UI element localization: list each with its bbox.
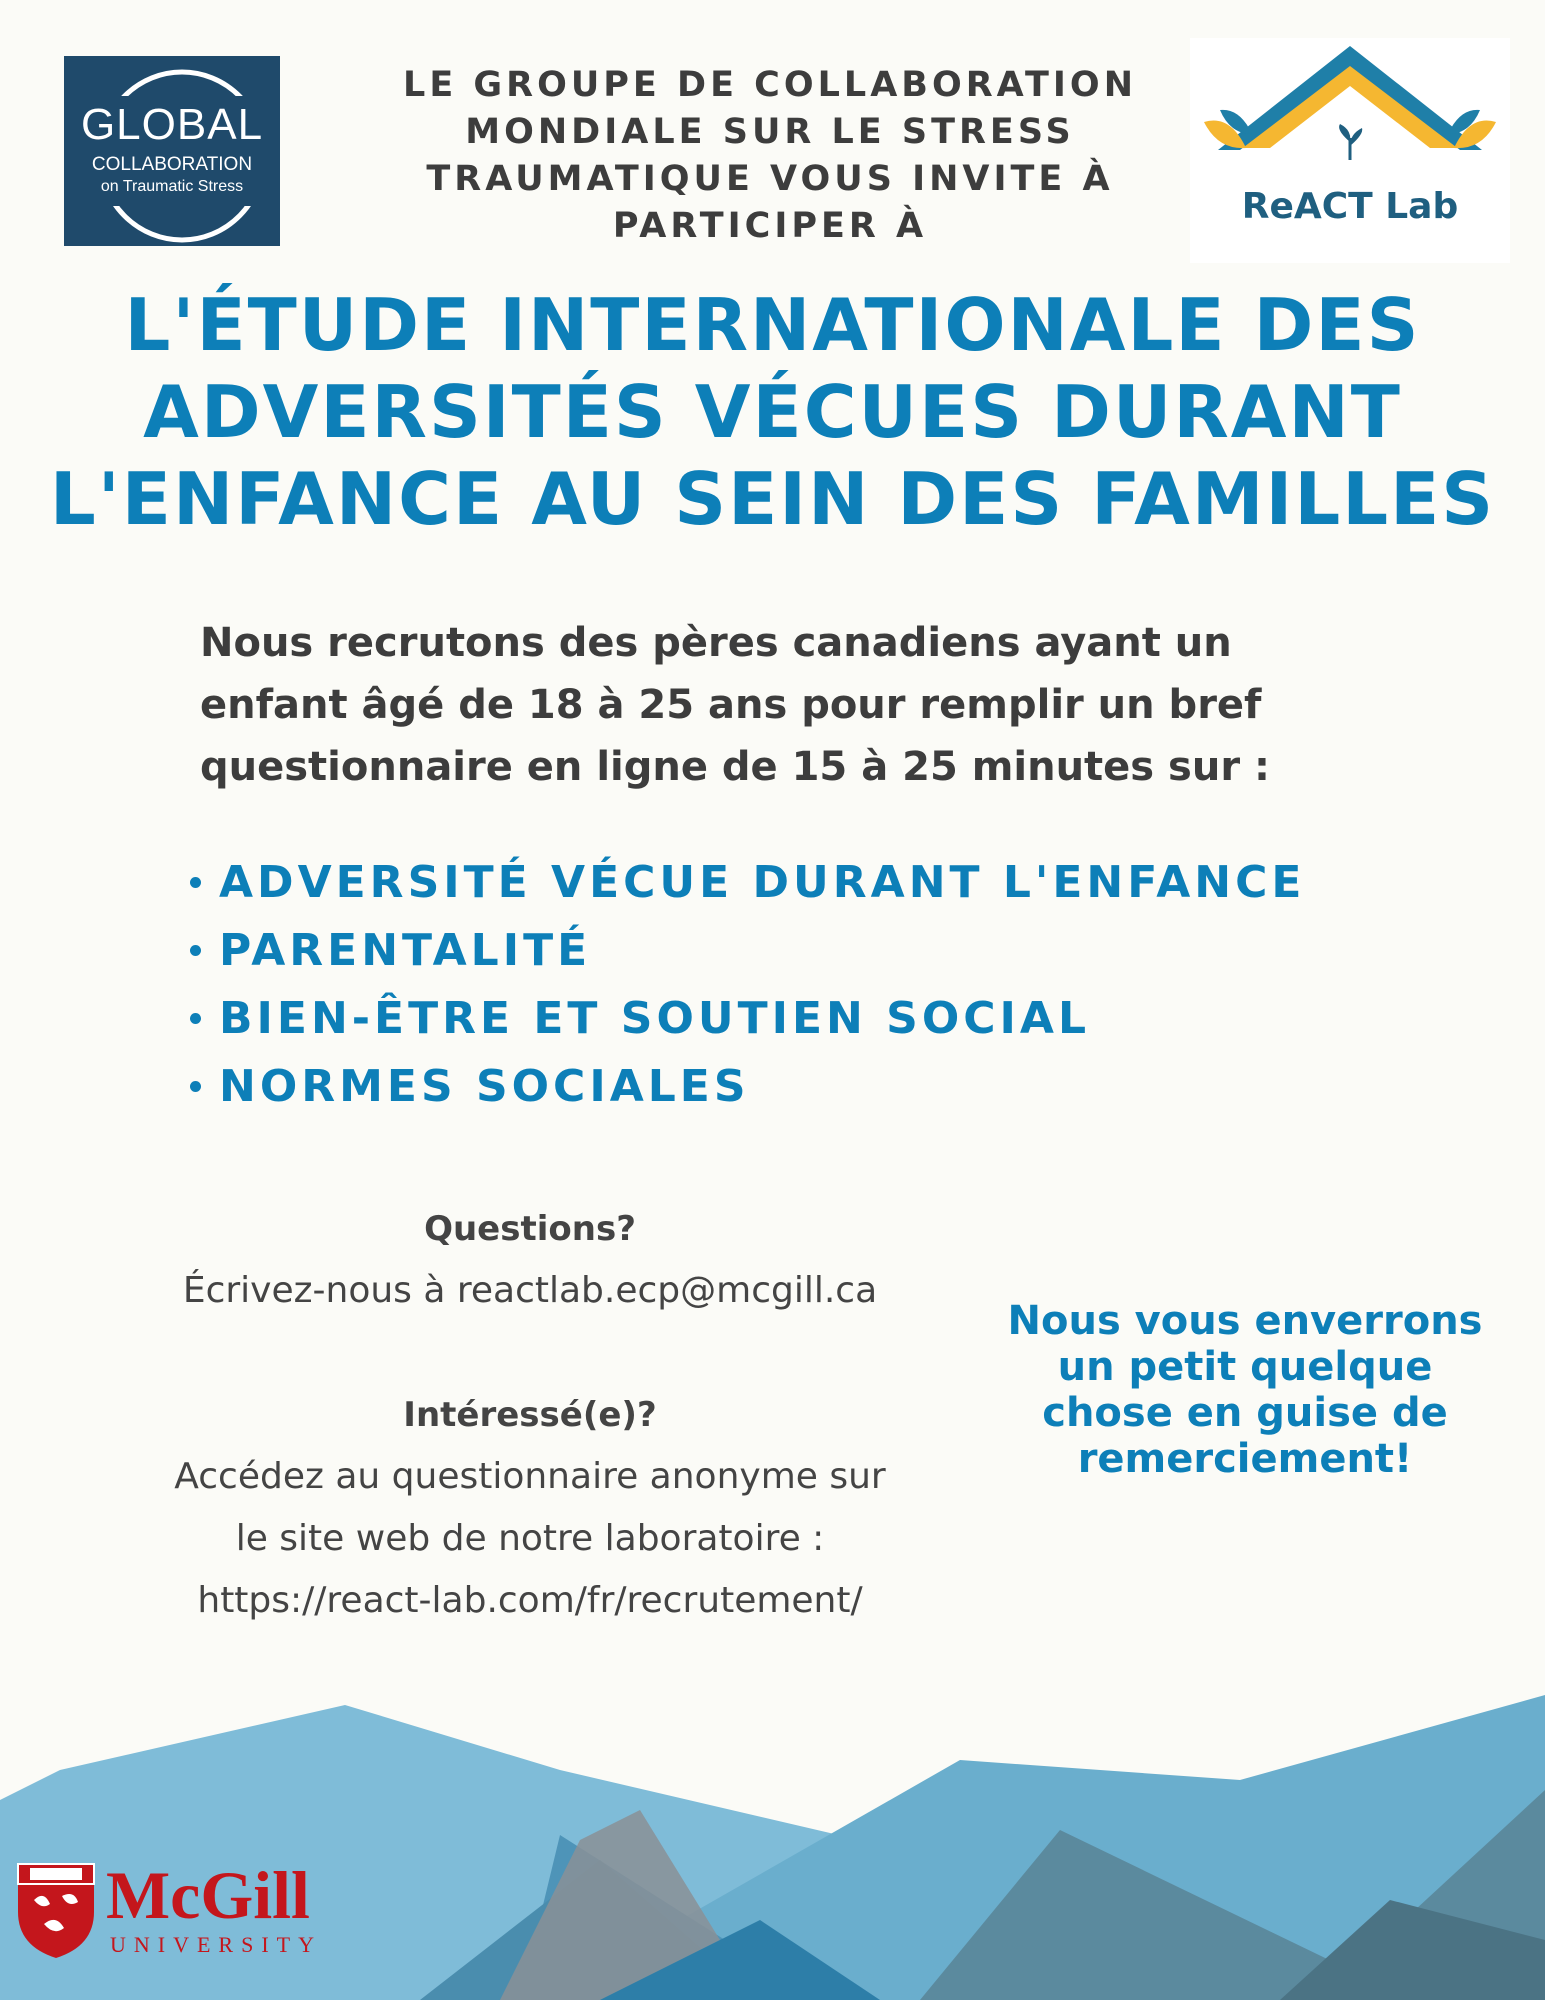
bullet-icon bbox=[190, 945, 201, 956]
recruitment-paragraph bbox=[200, 612, 1360, 798]
invitation-line: LE GROUPE DE COLLABORATION bbox=[403, 65, 1137, 105]
title-line: L'ÉTUDE INTERNATIONALE DES bbox=[124, 283, 1421, 367]
title-line: ADVERSITÉS VÉCUES DURANT bbox=[143, 370, 1402, 454]
topic-item bbox=[190, 848, 1305, 916]
thank-you-line: chose en guise de bbox=[1042, 1390, 1448, 1436]
recruitment-url-link[interactable]: https://react-lab.com/fr/recrutement/ bbox=[197, 1580, 863, 1621]
mcgill-shield-icon bbox=[14, 1860, 98, 1960]
recruitment-line: enfant âgé de 18 à 25 ans pour remplir un bref bbox=[200, 682, 1262, 728]
interested-line: Accédez au questionnaire anonyme sur bbox=[174, 1456, 886, 1497]
topic-label: NORMES SOCIALES bbox=[219, 1060, 750, 1112]
interested-heading: Intéressé(e)? bbox=[403, 1395, 657, 1435]
questions-heading: Questions? bbox=[424, 1209, 636, 1249]
invitation-line: MONDIALE SUR LE STRESS bbox=[465, 112, 1075, 152]
gcts-logo-line1: GLOBAL bbox=[80, 100, 264, 149]
mcgill-name: McGill bbox=[106, 1857, 310, 1933]
topic-item bbox=[190, 1052, 1305, 1120]
topic-item bbox=[190, 984, 1305, 1052]
thank-you-line: Nous vous enverrons bbox=[1007, 1298, 1483, 1344]
react-house-icon bbox=[1190, 38, 1510, 263]
thank-you-note bbox=[985, 1298, 1505, 1482]
react-lab-logo-text: ReACT Lab bbox=[1241, 186, 1459, 227]
thank-you-line: un petit quelque bbox=[1057, 1344, 1433, 1390]
mcgill-logo bbox=[14, 1857, 344, 1970]
topics-list bbox=[190, 848, 1305, 1120]
thank-you-line: remerciement! bbox=[1077, 1436, 1413, 1482]
react-lab-logo bbox=[1190, 38, 1510, 263]
gcts-ring-graphic bbox=[64, 56, 280, 246]
topic-item bbox=[190, 916, 1305, 984]
topic-label: BIEN-ÊTRE ET SOUTIEN SOCIAL bbox=[219, 992, 1091, 1044]
contact-email-text[interactable]: Écrivez-nous à reactlab.ecp@mcgill.ca bbox=[182, 1270, 878, 1311]
topic-label: ADVERSITÉ VÉCUE DURANT L'ENFANCE bbox=[219, 856, 1306, 908]
study-title bbox=[40, 282, 1505, 543]
topic-label: PARENTALITÉ bbox=[219, 924, 592, 976]
bullet-icon bbox=[190, 1081, 201, 1092]
contact-block bbox=[110, 1198, 950, 1632]
invitation-line: PARTICIPER À bbox=[612, 206, 928, 246]
interested-line: le site web de notre laboratoire : bbox=[235, 1518, 825, 1559]
invitation-header bbox=[400, 62, 1140, 250]
gcts-logo bbox=[64, 56, 280, 246]
title-line: L'ENFANCE AU SEIN DES FAMILLES bbox=[49, 457, 1496, 541]
bullet-icon bbox=[190, 877, 201, 888]
recruitment-line: questionnaire en ligne de 15 à 25 minutes sur : bbox=[200, 744, 1270, 790]
bullet-icon bbox=[190, 1013, 201, 1024]
gcts-logo-line3: on Traumatic Stress bbox=[100, 178, 244, 195]
invitation-line: TRAUMATIQUE VOUS INVITE À bbox=[426, 159, 1114, 199]
recruitment-line: Nous recrutons des pères canadiens ayant un bbox=[200, 620, 1232, 666]
mcgill-university: UNIVERSITY bbox=[110, 1932, 322, 1957]
gcts-logo-line2: COLLABORATION bbox=[91, 154, 253, 175]
